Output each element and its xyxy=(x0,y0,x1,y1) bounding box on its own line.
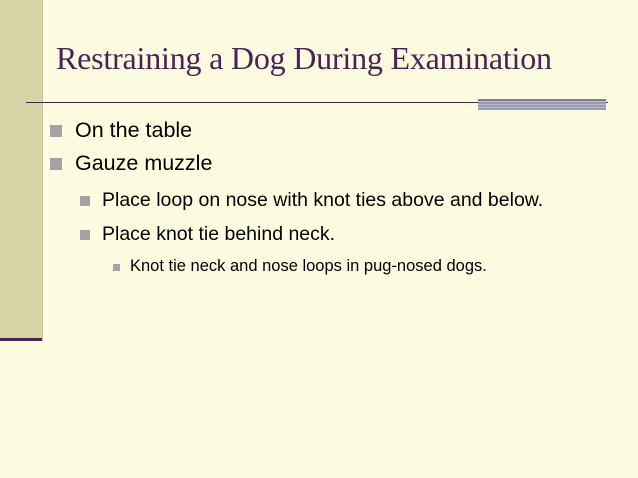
sub-bullet-square-icon xyxy=(80,230,90,240)
left-decorative-band xyxy=(0,0,42,339)
left-band-accent-line xyxy=(0,338,42,341)
bullet-on-the-table: On the table xyxy=(75,118,193,142)
title-accent-bar-edge xyxy=(478,99,606,101)
sub-bullet-square-icon xyxy=(80,196,90,206)
left-band-edge xyxy=(42,0,43,341)
sub-sub-bullet-square-icon xyxy=(113,264,120,271)
slide-title: Restraining a Dog During Examination xyxy=(56,40,552,76)
sub-bullet-place-knot: Place knot tie behind neck. xyxy=(102,223,336,245)
bullet-square-icon xyxy=(50,158,62,170)
sub-sub-bullet-knot-tie: Knot tie neck and nose loops in pug-nosed dogs. xyxy=(130,257,487,275)
sub-bullet-place-loop: Place loop on nose with knot ties above and below. xyxy=(102,189,544,211)
bullet-gauze-muzzle: Gauze muzzle xyxy=(75,151,213,175)
bullet-square-icon xyxy=(50,125,62,137)
